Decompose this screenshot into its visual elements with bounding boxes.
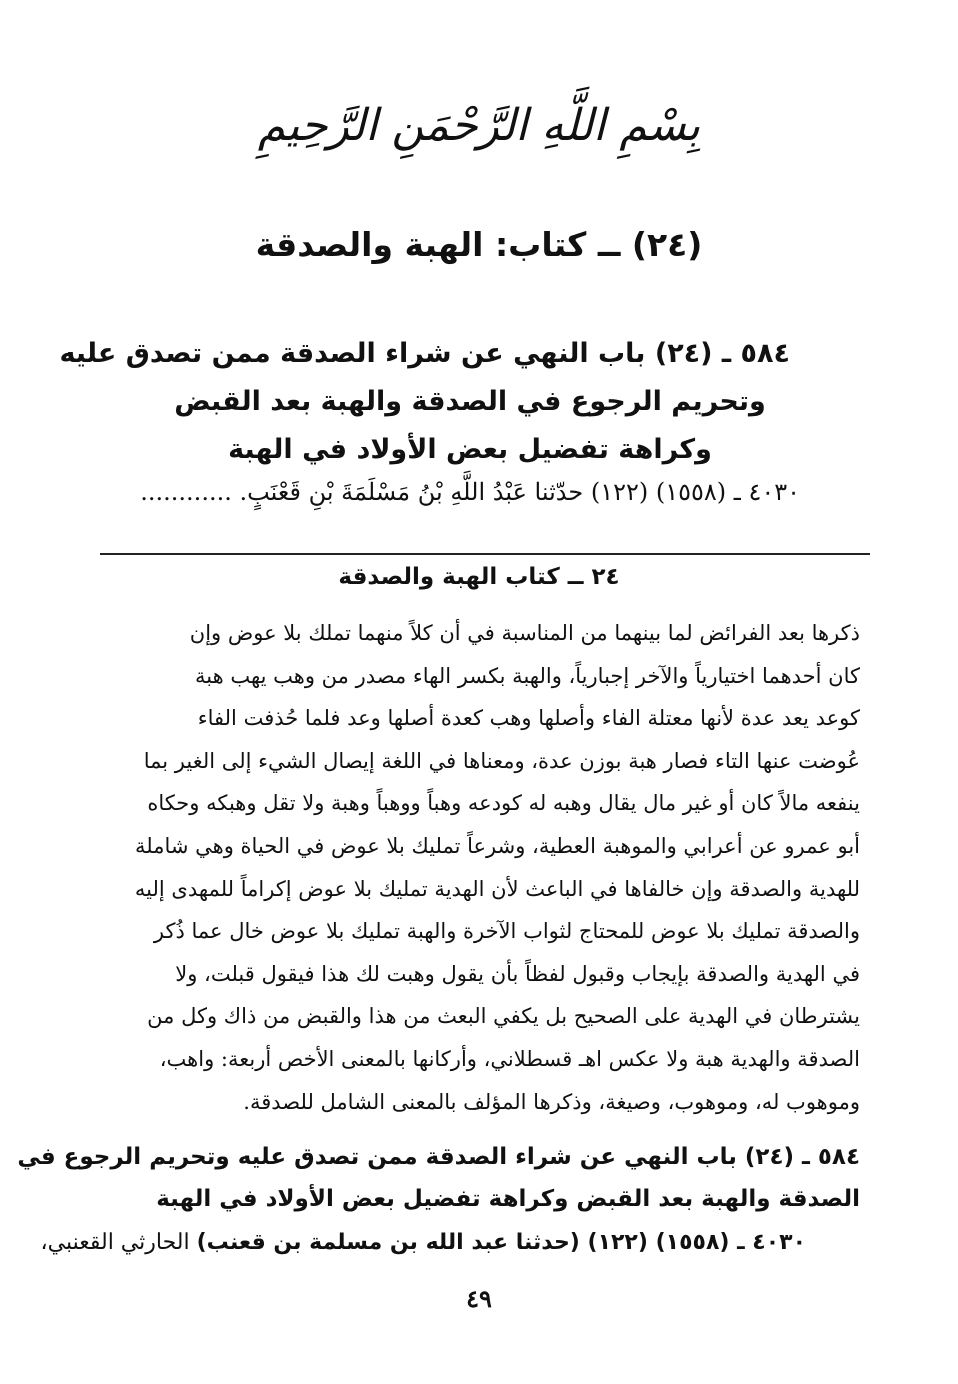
- hadith-text-top: ٤٠٣٠ ـ (١٥٥٨) (١٢٢) حدّثنا عَبْدُ اللَّهِ بْنُ مَسْلَمَةَ بْنِ قَعْنَبٍ. ............: [140, 478, 800, 506]
- commentary-line: أبو عمرو عن أعرابي والموهبة العطية، وشرعاً تمليك بلا عوض في الحياة وهي شاملة: [135, 833, 860, 858]
- section-divider: [100, 553, 870, 555]
- hadith-isnad-rest: الحارثي القعنبي،: [40, 1230, 197, 1255]
- bab-heading-line: وتحريم الرجوع في الصدقة والهبة بعد القبض: [174, 386, 766, 417]
- page-number: ٤٩: [466, 1284, 492, 1313]
- bab-heading-line: ٥٨٤ ـ (٢٤) باب النهي عن شراء الصدقة ممن تصدق عليه: [59, 338, 790, 369]
- hadith-text-commentary: [41, 1230, 806, 1255]
- commentary-line: الصدقة والهدية هبة ولا عكس اهـ قسطلاني، وأركانها بالمعنى الأخص أربعة: واهب،: [159, 1046, 860, 1071]
- hadith-isnad-bold: ٤٠٣٠ ـ (١٥٥٨) (١٢٢) (حدثنا عبد الله بن مسلمة بن قعنب): [196, 1230, 806, 1255]
- commentary-title: ٢٤ ــ كتاب الهبة والصدقة: [338, 564, 620, 590]
- commentary-line: ينفعه مالاً كان أو غير مال يقال وهبه له كودعه وهباً ووهباً وهبة ولا تقل وهبكه وحكاه: [147, 791, 860, 816]
- kitab-title: (٢٤) ــ كتاب: الهبة والصدقة: [255, 225, 703, 264]
- bab-heading-line: ٥٨٤ ـ (٢٤) باب النهي عن شراء الصدقة ممن تصدق عليه وتحريم الرجوع في: [17, 1144, 860, 1170]
- bab-heading-commentary: [17, 1136, 860, 1220]
- commentary-line: وموهوب له، وموهوب، وصيغة، وذكرها المؤلف بالمعنى الشامل للصدقة.: [243, 1089, 860, 1114]
- commentary-line: يشترطان في الهدية على الصحيح بل يكفي البعث من هذا والقبض من ذاك وكل من: [147, 1004, 860, 1029]
- commentary-line: والصدقة تمليك بلا عوض للمحتاج لثواب الآخرة والهبة تمليك بلا عوض خال عما ذُكر: [153, 919, 860, 944]
- bab-heading-line: وكراهة تفضيل بعض الأولاد في الهبة: [228, 434, 712, 465]
- commentary-line: ذكرها بعد الفرائض لما بينهما من المناسبة في أن كلاً منهما تملك بلا عوض وإن: [189, 621, 860, 645]
- commentary-body: [90, 612, 860, 1123]
- basmala-calligraphy: بِسْمِ اللَّهِ الرَّحْمَنِ الرَّحِيمِ: [257, 100, 701, 151]
- bab-heading: [59, 330, 790, 474]
- commentary-line: كان أحدهما اختيارياً والآخر إجبارياً، والهبة بكسر الهاء مصدر من وهب يهب هبة: [195, 663, 860, 688]
- commentary-line: في الهدية والصدقة بإيجاب وقبول لفظاً بأن يقول وهبت لك هذا فيقول قبلت، ولا: [175, 961, 860, 986]
- bab-heading-line: الصدقة والهبة بعد القبض وكراهة تفضيل بعض الأولاد في الهبة: [156, 1186, 860, 1212]
- commentary-line: للهدية والصدقة وإن خالفاها في الباعث لأن الهدية تمليك بلا عوض إكراماً للمهدى إليه: [134, 876, 860, 901]
- commentary-line: عُوضت عنها التاء فصار هبة بوزن عدة، ومعناها في اللغة إيصال الشيء إلى الغير بما: [143, 748, 860, 773]
- commentary-line: كوعد يعد عدة لأنها معتلة الفاء وأصلها وهب كعدة أصلها وعد فلما حُذفت الفاء: [197, 706, 860, 731]
